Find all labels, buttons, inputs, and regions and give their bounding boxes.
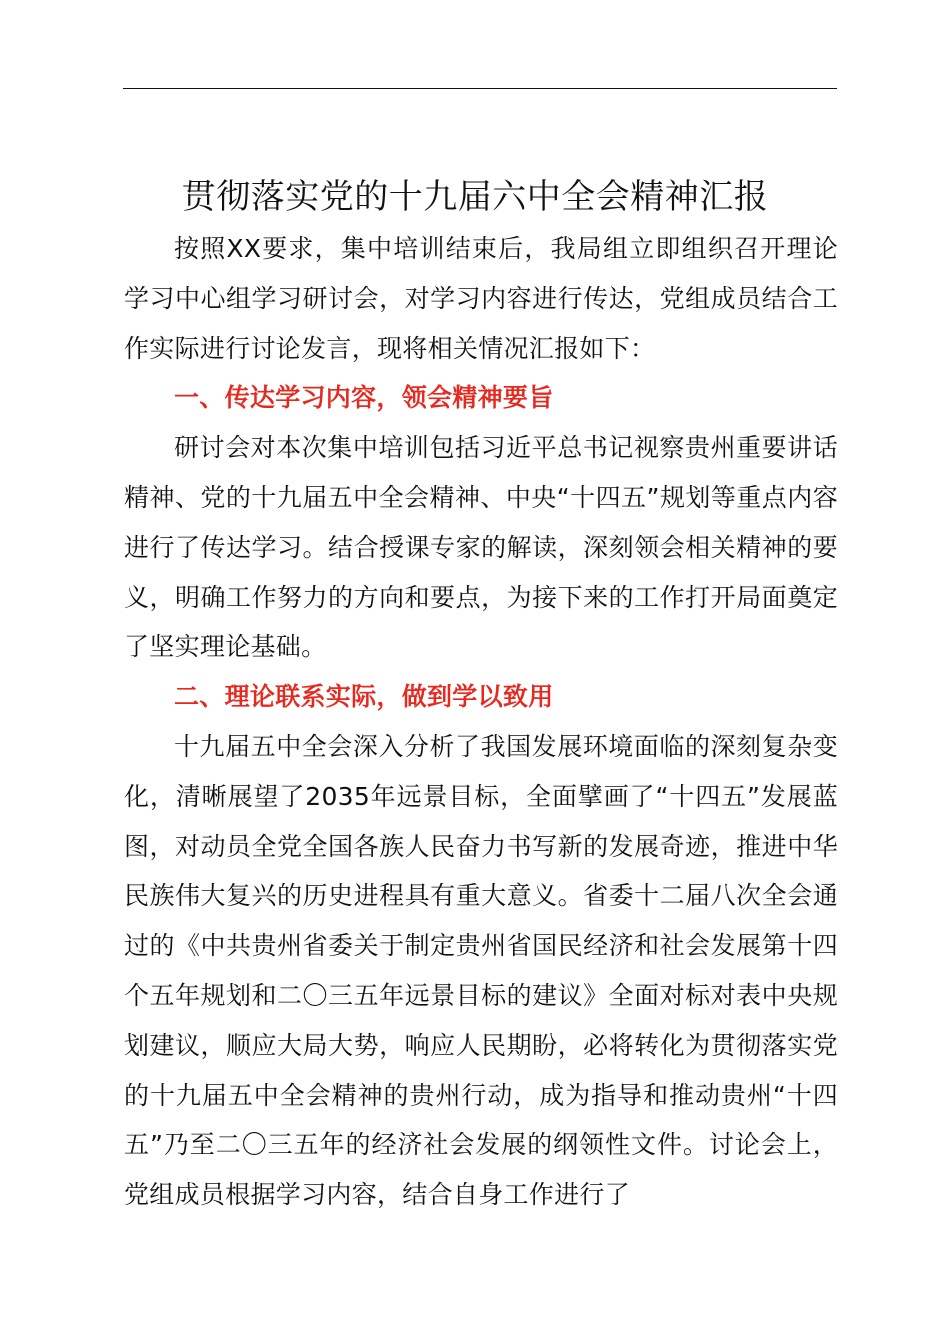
section-2-heading: 二、理论联系实际，做到学以致用 [174,682,554,712]
document-body [124,224,838,1220]
section-1-heading: 一、传达学习内容，领会精神要旨 [174,383,554,413]
section-1-paragraph: 研讨会对本次集中培训包括习近平总书记视察贵州重要讲话精神、党的十九届五中全会精神、中央“十四五”规划等重点内容进行了传达学习。结合授课专家的解读，深刻领会相关精神的要义，明确工作努力的方向和要点，为接下来的工作打开局面奠定了坚实理论基础。 [124,433,838,662]
document-title: 贯彻落实党的十九届六中全会精神汇报 [181,176,769,217]
intro-paragraph: 按照XX要求，集中培训结束后，我局组立即组织召开理论学习中心组学习研讨会，对学习内容进行传达，党组成员结合工作实际进行讨论发言，现将相关情况汇报如下： [124,234,838,363]
header-rule [123,88,837,89]
section-2-paragraph: 十九届五中全会深入分析了我国发展环境面临的深刻复杂变化，清晰展望了2035年远景目标，全面擘画了“十四五”发展蓝图，对动员全党全国各族人民奋力书写新的发展奇迹，推进中华民族伟大复兴的历史进程具有重大意义。省委十二届八次全会通过的《中共贵州省委关于制定贵州省国民经济和社会发展第十四个五年规划和二〇三五年远景目标的建议》全面对标对表中央规划建议，顺应大局大势，响应人民期盼，必将转化为贯彻落实党的十九届五中全会精神的贵州行动，成为指导和推动贵州“十四五”乃至二〇三五年的经济社会发展的纲领性文件。讨论会上，党组成员根据学习内容，结合自身工作进行了 [124,731,838,1210]
